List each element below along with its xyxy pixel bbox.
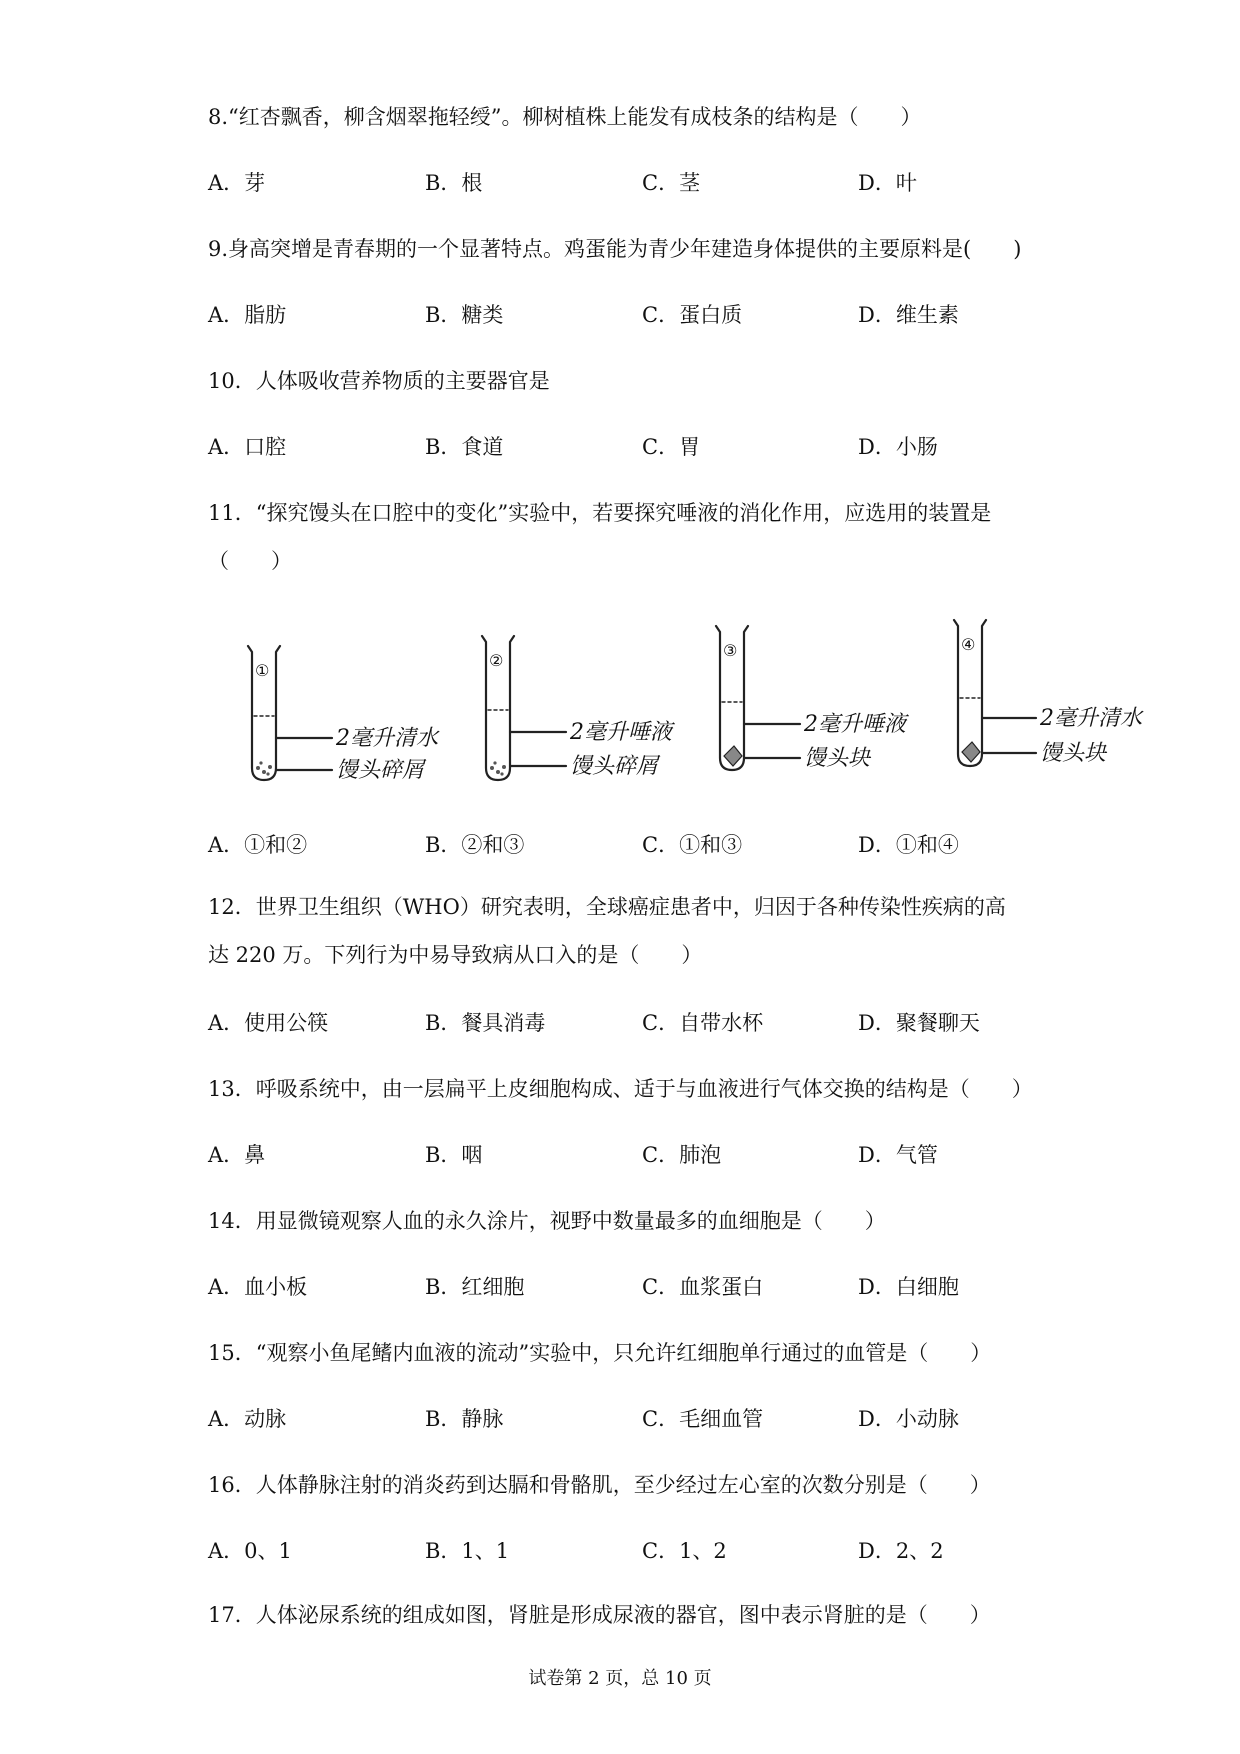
q10-option-b: B．食道 bbox=[425, 435, 504, 459]
q10-option-a: A．口腔 bbox=[208, 435, 287, 459]
q11-option-b: B．②和③ bbox=[425, 833, 525, 857]
tube-2-number: ② bbox=[489, 651, 504, 670]
question-13-stem: 13．呼吸系统中，由一层扁平上皮细胞构成、适于与血液进行气体交换的结构是（ ） bbox=[208, 1077, 1033, 1101]
question-15-stem: 15．“观察小鱼尾鳍内血液的流动”实验中，只允许红细胞单行通过的血管是（ ） bbox=[208, 1341, 992, 1365]
q11-option-d: D．①和④ bbox=[858, 833, 959, 857]
q15-option-d: D．小动脉 bbox=[858, 1407, 959, 1431]
q15-option-b: B．静脉 bbox=[425, 1407, 504, 1431]
q15-option-c: C．毛细血管 bbox=[642, 1407, 764, 1431]
tube-3-liquid-label: 2毫升唾液 bbox=[804, 712, 906, 737]
tube-2-liquid-label: 2毫升唾液 bbox=[570, 720, 672, 745]
q9-option-a: A．脂肪 bbox=[208, 303, 287, 327]
tube-3-number: ③ bbox=[723, 641, 738, 660]
q12-option-c: C．自带水杯 bbox=[642, 1011, 764, 1035]
q12-option-a: A．使用公筷 bbox=[208, 1011, 329, 1035]
question-12-stem-cont: 达 220 万。下列行为中易导致病从口入的是（ ） bbox=[208, 943, 703, 967]
q13-option-a: A．鼻 bbox=[208, 1143, 266, 1167]
question-8-stem: 8.“红杏飘香，柳含烟翠拖轻绶”。柳树植株上能发有成枝条的结构是（ ） bbox=[208, 105, 922, 129]
tube-4-liquid-label: 2毫升清水 bbox=[1040, 706, 1142, 731]
question-9-stem: 9.身高突增是青春期的一个显著特点。鸡蛋能为青少年建造身体提供的主要原料是( ) bbox=[208, 237, 1022, 261]
q11-option-c: C．①和③ bbox=[642, 833, 743, 857]
question-17-stem: 17．人体泌尿系统的组成如图，肾脏是形成尿液的器官，图中表示肾脏的是（ ） bbox=[208, 1603, 991, 1627]
tube-1-liquid-label: 2毫升清水 bbox=[336, 726, 438, 751]
q11-option-a: A．①和② bbox=[208, 833, 308, 857]
q12-option-b: B．餐具消毒 bbox=[425, 1011, 546, 1035]
q8-option-a: A．芽 bbox=[208, 171, 266, 195]
q14-option-a: A．血小板 bbox=[208, 1275, 308, 1299]
q15-option-a: A．动脉 bbox=[208, 1407, 287, 1431]
q9-option-c: C．蛋白质 bbox=[642, 303, 743, 327]
q14-option-d: D．白细胞 bbox=[858, 1275, 959, 1299]
tube-1-number: ① bbox=[255, 661, 270, 680]
q16-option-d: D．2、2 bbox=[858, 1539, 944, 1563]
question-10-stem: 10．人体吸收营养物质的主要器官是 bbox=[208, 369, 550, 393]
tube-3-block bbox=[724, 746, 742, 766]
question-12-stem: 12．世界卫生组织（WHO）研究表明，全球癌症患者中，归因于各种传染性疾病的高 bbox=[208, 895, 1006, 919]
question-14-stem: 14．用显微镜观察人血的永久涂片，视野中数量最多的血细胞是（ ） bbox=[208, 1209, 886, 1233]
q8-option-d: D．叶 bbox=[858, 171, 917, 195]
q13-option-b: B．咽 bbox=[425, 1143, 483, 1167]
q8-option-b: B．根 bbox=[425, 171, 483, 195]
q10-option-c: C．胃 bbox=[642, 435, 701, 459]
page-footer: 试卷第 2 页，总 10 页 bbox=[528, 1668, 712, 1689]
q16-option-c: C．1、2 bbox=[642, 1539, 727, 1563]
question-16-stem: 16．人体静脉注射的消炎药到达膈和骨骼肌，至少经过左心室的次数分别是（ ） bbox=[208, 1473, 991, 1497]
q14-option-c: C．血浆蛋白 bbox=[642, 1275, 764, 1299]
q10-option-d: D．小肠 bbox=[858, 435, 938, 459]
q16-option-b: B．1、1 bbox=[425, 1539, 510, 1563]
tube-4-solid-label: 馒头块 bbox=[1040, 741, 1107, 766]
q13-option-d: D．气管 bbox=[858, 1143, 938, 1167]
tube-2-solid-label: 馒头碎屑 bbox=[570, 754, 659, 779]
q12-option-d: D．聚餐聊天 bbox=[858, 1011, 980, 1035]
q14-option-b: B．红细胞 bbox=[425, 1275, 525, 1299]
test-tube-figure bbox=[230, 618, 1170, 798]
question-11-stem: 11．“探究馒头在口腔中的变化”实验中，若要探究唾液的消化作用，应选用的装置是 bbox=[208, 501, 992, 525]
tube-4-block bbox=[962, 742, 980, 762]
q9-option-d: D．维生素 bbox=[858, 303, 959, 327]
q9-option-b: B．糖类 bbox=[425, 303, 504, 327]
tube-4-number: ④ bbox=[961, 635, 976, 654]
q16-option-a: A．0、1 bbox=[208, 1539, 292, 1563]
q13-option-c: C．肺泡 bbox=[642, 1143, 722, 1167]
tube-3-solid-label: 馒头块 bbox=[804, 746, 871, 771]
q8-option-c: C．茎 bbox=[642, 171, 701, 195]
question-11-stem-cont: （ ） bbox=[208, 549, 292, 573]
tube-1-solid-label: 馒头碎屑 bbox=[336, 758, 425, 783]
